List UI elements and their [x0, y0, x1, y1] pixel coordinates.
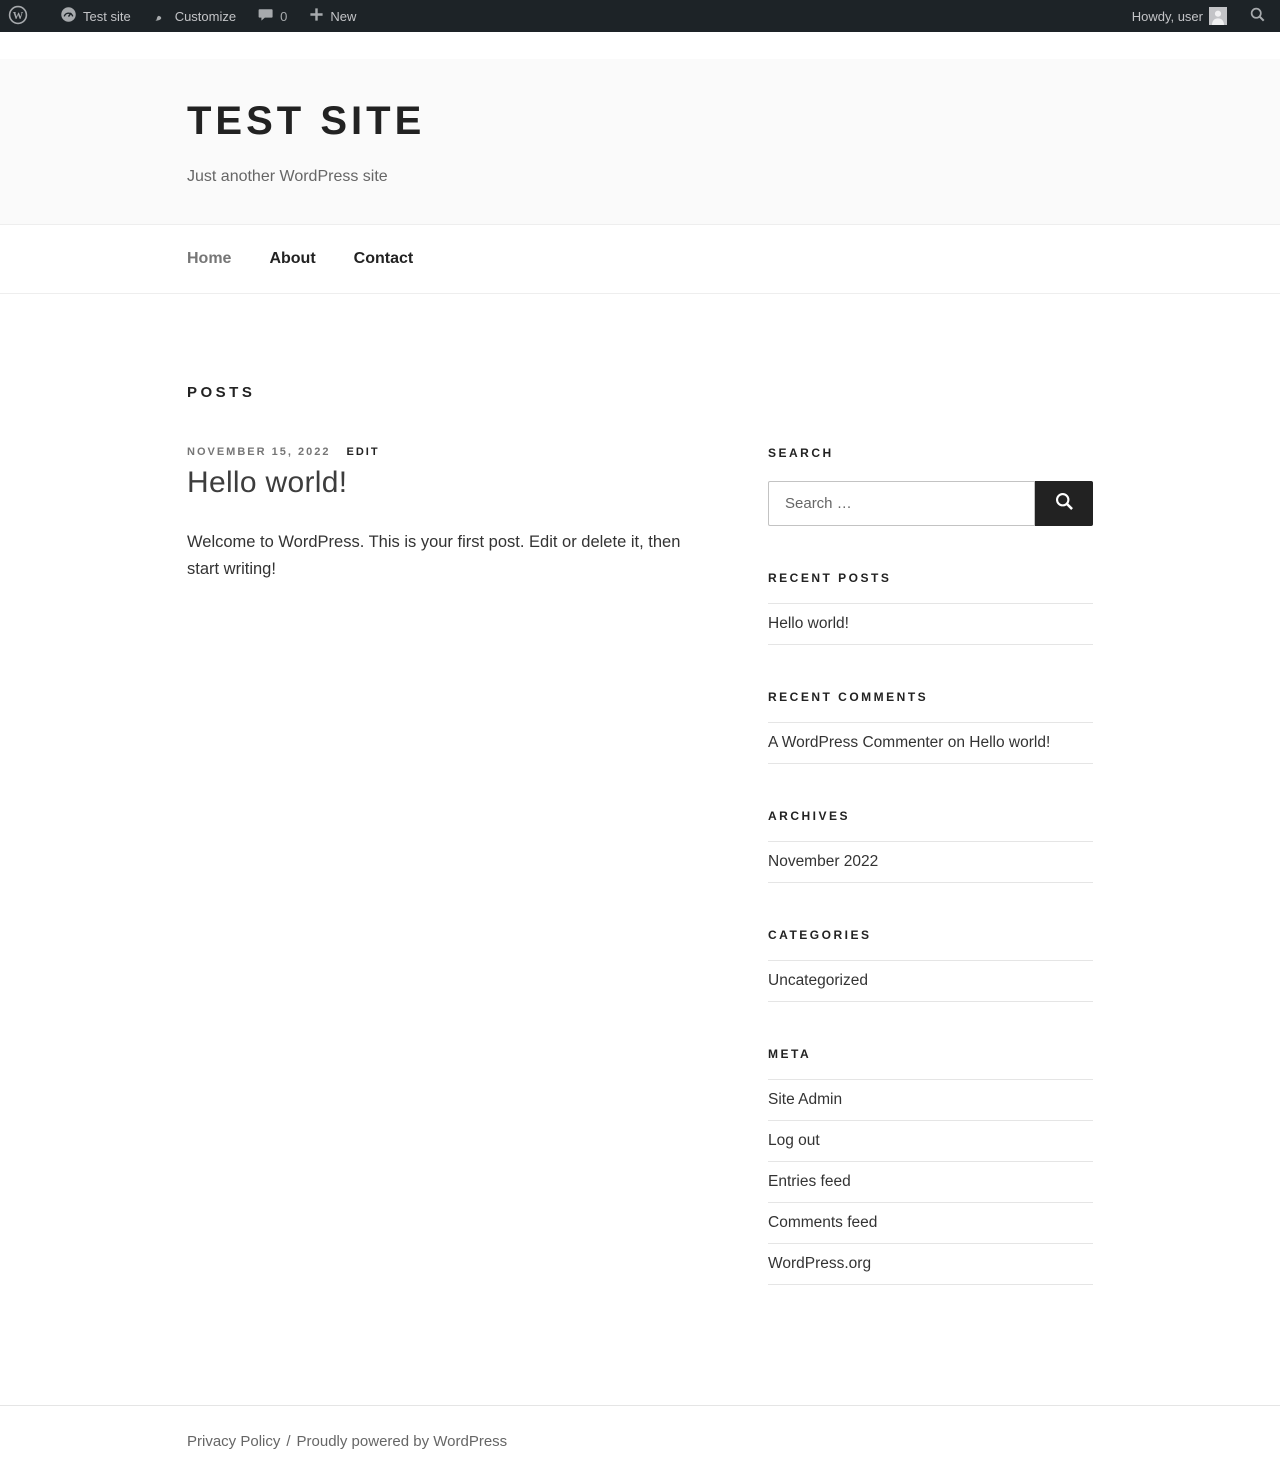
post-title	[187, 466, 700, 500]
category-link[interactable]: Uncategorized	[768, 971, 868, 989]
site-header	[0, 59, 1280, 225]
wordpress-logo-icon	[8, 5, 28, 28]
powered-by-link[interactable]: Proudly powered by WordPress	[296, 1432, 508, 1450]
nav-item-home[interactable]	[187, 225, 250, 292]
wordpress-menu-button[interactable]	[0, 0, 37, 32]
recent-posts-title: RECENT POSTS	[768, 570, 892, 585]
meta-log-out-link[interactable]: Log out	[768, 1131, 820, 1149]
site-title-link[interactable]: TEST SITE	[187, 98, 426, 143]
site-title	[187, 59, 1093, 141]
post-date-link[interactable]: NOVEMBER 15, 2022	[187, 445, 331, 458]
nav-link-contact[interactable]: Contact	[353, 249, 414, 267]
search-input[interactable]	[768, 481, 1035, 526]
admin-bar-site-name-label: Test site	[83, 8, 131, 24]
meta-site-admin-link[interactable]: Site Admin	[768, 1090, 843, 1108]
list-item	[768, 723, 1093, 764]
comment-post-link[interactable]: Hello world!	[969, 733, 1051, 751]
post-hello-world	[187, 446, 700, 583]
archives-widget	[768, 809, 1093, 883]
categories-title: CATEGORIES	[768, 927, 872, 942]
admin-bar-site-name[interactable]	[49, 0, 142, 32]
recent-comments-title: RECENT COMMENTS	[768, 689, 929, 704]
search-widget-title: SEARCH	[768, 445, 834, 460]
nav-item-about[interactable]	[250, 225, 334, 292]
admin-bar-howdy-label: Howdy, user	[1131, 8, 1203, 24]
admin-bar-new-label: New	[330, 8, 357, 24]
post-title-link[interactable]: Hello world!	[187, 465, 348, 499]
archive-link[interactable]: November 2022	[768, 852, 879, 870]
meta-title: META	[768, 1046, 812, 1061]
site-tagline: Just another WordPress site	[187, 167, 388, 185]
recent-comments-widget	[768, 690, 1093, 764]
admin-bar-search-button[interactable]	[1238, 0, 1280, 32]
search-icon	[1054, 491, 1075, 515]
avatar	[1209, 7, 1227, 25]
list-item	[768, 1080, 1093, 1121]
entry-meta	[187, 446, 700, 458]
main-navigation	[0, 225, 1280, 294]
comments-icon	[258, 7, 274, 26]
post-body: Welcome to WordPress. This is your first post. Edit or delete it, then start writing!	[187, 532, 681, 579]
page-title: POSTS	[187, 383, 256, 401]
admin-bar-my-account[interactable]	[1121, 0, 1238, 32]
privacy-policy-link[interactable]: Privacy Policy	[187, 1432, 281, 1450]
site-footer	[0, 1405, 1280, 1483]
sidebar	[768, 446, 1093, 1285]
list-item	[768, 604, 1093, 645]
dashboard-icon	[60, 6, 77, 26]
comment-author-link[interactable]: A WordPress Commenter	[768, 733, 944, 751]
meta-comments-feed-link[interactable]: Comments feed	[768, 1213, 878, 1231]
meta-entries-feed-link[interactable]: Entries feed	[768, 1172, 851, 1190]
nav-item-contact[interactable]	[335, 225, 433, 292]
recent-posts-widget	[768, 571, 1093, 645]
search-submit-button[interactable]	[1035, 481, 1093, 526]
search-icon	[1249, 6, 1266, 26]
admin-bar-customize-label: Customize	[174, 8, 237, 24]
meta-wordpress-org-link[interactable]: WordPress.org	[768, 1254, 872, 1272]
comment-connector: on	[943, 733, 970, 751]
nav-link-home[interactable]: Home	[187, 249, 232, 267]
list-item	[768, 1121, 1093, 1162]
recent-post-link[interactable]: Hello world!	[768, 614, 849, 632]
list-item	[768, 1244, 1093, 1285]
site-content	[187, 294, 1093, 1405]
list-item	[768, 842, 1093, 883]
svg-text:W: W	[12, 10, 24, 22]
admin-bar	[0, 0, 1280, 32]
posts-area	[187, 446, 700, 1285]
post-edit-link[interactable]: EDIT	[346, 445, 380, 458]
nav-link-about[interactable]: About	[269, 249, 316, 267]
list-item	[768, 961, 1093, 1002]
admin-bar-new[interactable]	[298, 0, 367, 32]
customize-icon	[153, 7, 169, 26]
archives-title: ARCHIVES	[768, 808, 851, 823]
meta-widget	[768, 1047, 1093, 1285]
admin-bar-comments[interactable]	[247, 0, 298, 32]
footer-separator: /	[286, 1432, 291, 1450]
search-widget	[768, 446, 1093, 526]
search-form	[768, 481, 1093, 526]
admin-bar-comment-count: 0	[280, 8, 288, 24]
admin-bar-customize[interactable]	[142, 0, 247, 32]
new-icon	[309, 7, 324, 25]
list-item	[768, 1162, 1093, 1203]
categories-widget	[768, 928, 1093, 1002]
list-item	[768, 1203, 1093, 1244]
